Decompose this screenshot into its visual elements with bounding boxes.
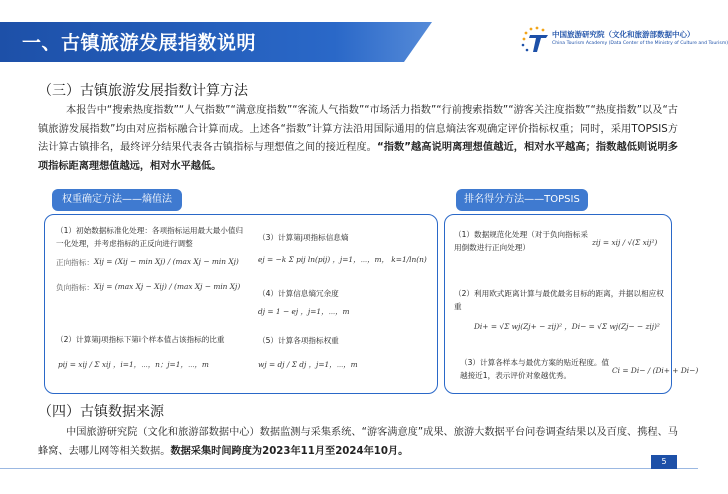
topsis-step2-formula: Di+ = √Σ wj(Zj+ − zij)² ，Di− = √Σ wj(Zj− − zij)² [474, 322, 660, 331]
section4-heading: （四）古镇数据来源 [38, 404, 164, 420]
topsis-step1-formula: zij = xij / √(Σ xij²) [592, 238, 658, 247]
topsis-step1: （1）数据规范化处理（对于负向指标采用倒数进行正向处理） [454, 230, 588, 252]
entropy-step5-formula: wj = dj / Σ dj ，j=1，⋯，m [258, 360, 358, 369]
section3-paragraph [38, 102, 678, 176]
entropy-step2-formula: pij = xij / Σ xij ，i=1，⋯，n；j=1，⋯，m [58, 360, 209, 369]
topsis-step3: （3）计算各样本与最优方案的贴近程度。值越接近1，表示评价对象越优秀。 [460, 358, 610, 380]
entropy-step4-formula: dj = 1 − ej ，j=1，⋯，m [258, 307, 350, 316]
section4-paragraph-part1: 中国旅游研究院（文化和旅游部数据中心）数据监测与采集系统、“游客满意度”成果、旅游大数据平台问卷调查结果以及百度、携程、马蜂窝、去哪儿网等相关数据。 [38, 427, 678, 457]
topsis-step3-formula: Ci = Di− / (Di+ + Di−) [612, 366, 699, 375]
org-name-en: China Tourism Academy (Data Center of the Ministry of Culture and Tourism) [552, 41, 728, 46]
entropy-step1: （1）初始数据标准化处理：各项指标运用最大最小值归一化处理，并考虑指标的正反向进行调整 [56, 226, 244, 248]
entropy-step4: （4）计算信息熵冗余度 [258, 289, 339, 298]
entropy-step3-formula: ej = −k Σ pij ln(pij) ，j=1，⋯，m， k=1/ln(n) [258, 255, 427, 264]
footer-divider [0, 468, 698, 469]
entropy-step5: （5）计算各项指标权重 [258, 336, 339, 345]
cta-logo-icon [518, 25, 554, 55]
section3-paragraph-part2: “指数”越高说明离理想值越近，相对水平越高；指数越低则说明多项指标距离理想值越远，相对水平越低。 [38, 142, 678, 172]
positive-indicator-label: 正向指标： [56, 258, 94, 267]
page-number: 5 [651, 455, 677, 469]
positive-indicator-formula: Xij = (Xij − min Xj) / (max Xj − min Xj) [94, 257, 239, 266]
topsis-method-title: 排名得分方法——TOPSIS [456, 189, 588, 211]
section3-heading: （三）古镇旅游发展指数计算方法 [38, 83, 248, 99]
negative-indicator-label: 负向指标： [56, 283, 94, 292]
topsis-step2: （2）利用欧式距离计算与最优最劣目标的距离，并据以相应权重 [454, 289, 664, 311]
page-title: 一、古镇旅游发展指数说明 [22, 32, 257, 54]
entropy-step2: （2）计算第j项指标下第i个样本值占该指标的比重 [56, 335, 225, 344]
entropy-step3: （3）计算第j项指标信息熵 [258, 233, 349, 242]
org-name-cn: 中国旅游研究院（文化和旅游部数据中心） [552, 30, 695, 39]
entropy-method-title: 权重确定方法——熵值法 [52, 189, 182, 211]
negative-indicator-formula: Xij = (max Xj − Xij) / (max Xj − min Xj) [94, 282, 241, 291]
section3-paragraph-part1: 本报告中“搜索热度指数”“人气指数”“满意度指数”“客流人气指数”“市场活力指数”“行前搜索指数”“游客关注度指数”“热度指数”以及“古镇旅游发展指数”均由对应指标融合计算而成。上述各“指数”计算方法沿用国际通用的信息熵法客观确定评价指标权重；同时，采用TOPSIS方法计算古镇排名，最终评分结果代表各古镇指标与理想值之间的接近程度。 [38, 105, 678, 153]
section4-paragraph [38, 424, 678, 461]
section4-paragraph-part2: 数据采集时间跨度为2023年11月至2024年10月。 [170, 445, 409, 457]
